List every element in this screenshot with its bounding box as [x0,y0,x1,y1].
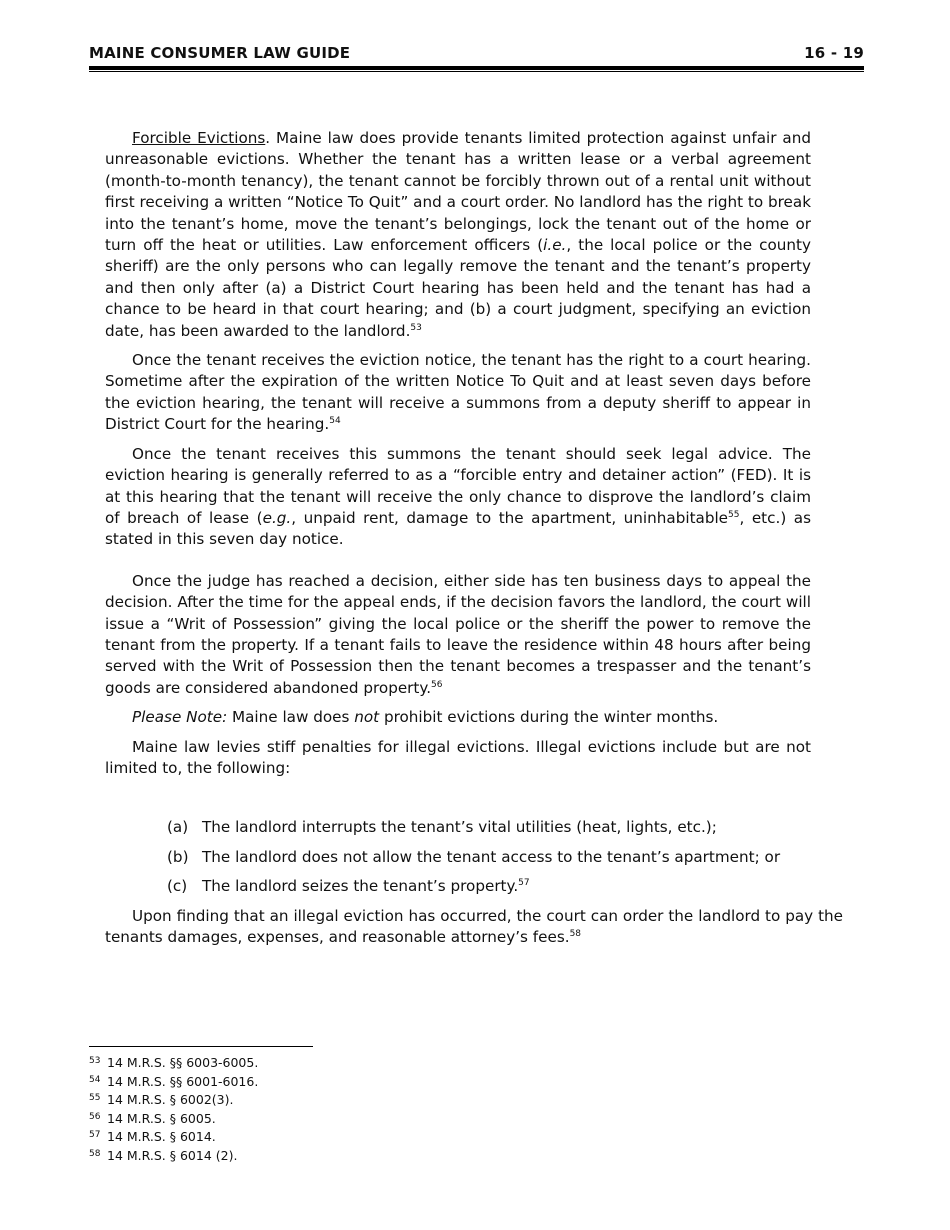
paragraph-penalties: Maine law levies stiff penalties for illegal evictions. Illegal evictions include but are not limited to, the following: [105,737,811,777]
footnote-ref: 58 [569,929,582,939]
illegal-evictions-list [105,817,811,897]
paragraph-please-note: Please Note: Maine law does not prohibit evictions during the winter months. [132,708,719,727]
guide-title: MAINE CONSUMER LAW GUIDE [89,44,351,62]
footnote-ref: 54 [329,416,341,427]
paragraph-forcible-evictions: Forcible Evictions. Maine law does provide tenants limited protection against unfair and unreasonable evictions. Whether the tenant has a written lease or a verbal agreement (month-to-month tenancy), the tenant cannot be forcibly thrown out of a rental unit without first receiving a written “Notice To Quit” and a court order. No landlord has the right to break into the tenant’s home, move the tenant’s belongings, lock the tenant out of the home or turn off the heat or utilities. Law enforcement officers (i.e., the local police or the county sheriff) are the only persons who can legally remove the tenant and the tenant’s property and then only after (a) a District Court hearing has been held and the tenant has had a chance to be heard in that court hearing; and (b) a court judgment, specifying an eviction date, has been awarded to the landlord.$^{53}$ [105,129,812,340]
list-item: (a) The landlord interrupts the tenant’s vital utilities (heat, lights, etc.); [167,818,717,837]
header-rule [89,66,864,70]
paragraph-closing: Upon finding that an illegal eviction has occurred, the court can order the landlord to pay the tenants damages, expenses, and reasonable attorney’s fees.$^{58}$ [105,906,843,946]
list-item: (b) The landlord does not allow the tenant access to the tenant’s apartment; or [167,847,781,866]
document-body [105,128,843,956]
page-header [89,44,864,62]
footnote: 54 14 M.R.S. §§ 6001-6016. [89,1073,259,1089]
paragraph-judge-decision: Once the judge has reached a decision, either side has ten business days to appeal the decision. After the time for the appeal ends, if the decision favors the landlord, the court will issue a “Writ of Possession” giving the local police or the sheriff the power to remove the tenant from the property. If a tenant fails to leave the residence within 48 hours after being served with the Writ of Possession then the tenant becomes a trespasser and the tenant’s goods are considered abandoned property.$^{56}$ [105,571,811,697]
list-item: (c) The landlord seizes the tenant’s property.$^{57}$ [167,877,530,896]
footnotes [89,1053,258,1164]
footnote-ref: 56 [431,679,443,690]
footnote-rule [89,1046,313,1047]
footnote: 56 14 M.R.S. § 6005. [89,1110,216,1126]
footnote: 58 14 M.R.S. § 6014 (2). [89,1147,238,1163]
paragraph-summons: Once the tenant receives this summons the tenant should seek legal advice. The eviction hearing is generally referred to as a “forcible entry and detainer action” (FED). It is at this hearing that the tenant will receive the only chance to disprove the landlord’s claim of breach of lease (e.g., unpaid rent, damage to the apartment, uninhabitable$^{55}$, etc.) as stated in this seven day notice. [105,444,811,549]
footnote-ref: 53 [410,322,422,333]
footnote: 53 14 M.R.S. §§ 6003-6005. [89,1055,259,1070]
section-heading: Forcible Evictions [132,129,266,147]
footnote: 57 14 M.R.S. § 6014. [89,1129,216,1144]
footnote-ref: 57 [518,878,530,889]
page-number: 16 - 19 [804,44,864,62]
footnote: 55 14 M.R.S. § 6002(3). [89,1092,234,1107]
paragraph-eviction-notice: Once the tenant receives the eviction notice, the tenant has the right to a court hearing. Sometime after the expiration of the written Notice To Quit and at least seven days before the eviction hearing, the tenant will receive a summons from a deputy sheriff to appear in District Court for the hearing.$^{54}$ [105,351,811,434]
footnote-ref: 55 [728,509,740,520]
